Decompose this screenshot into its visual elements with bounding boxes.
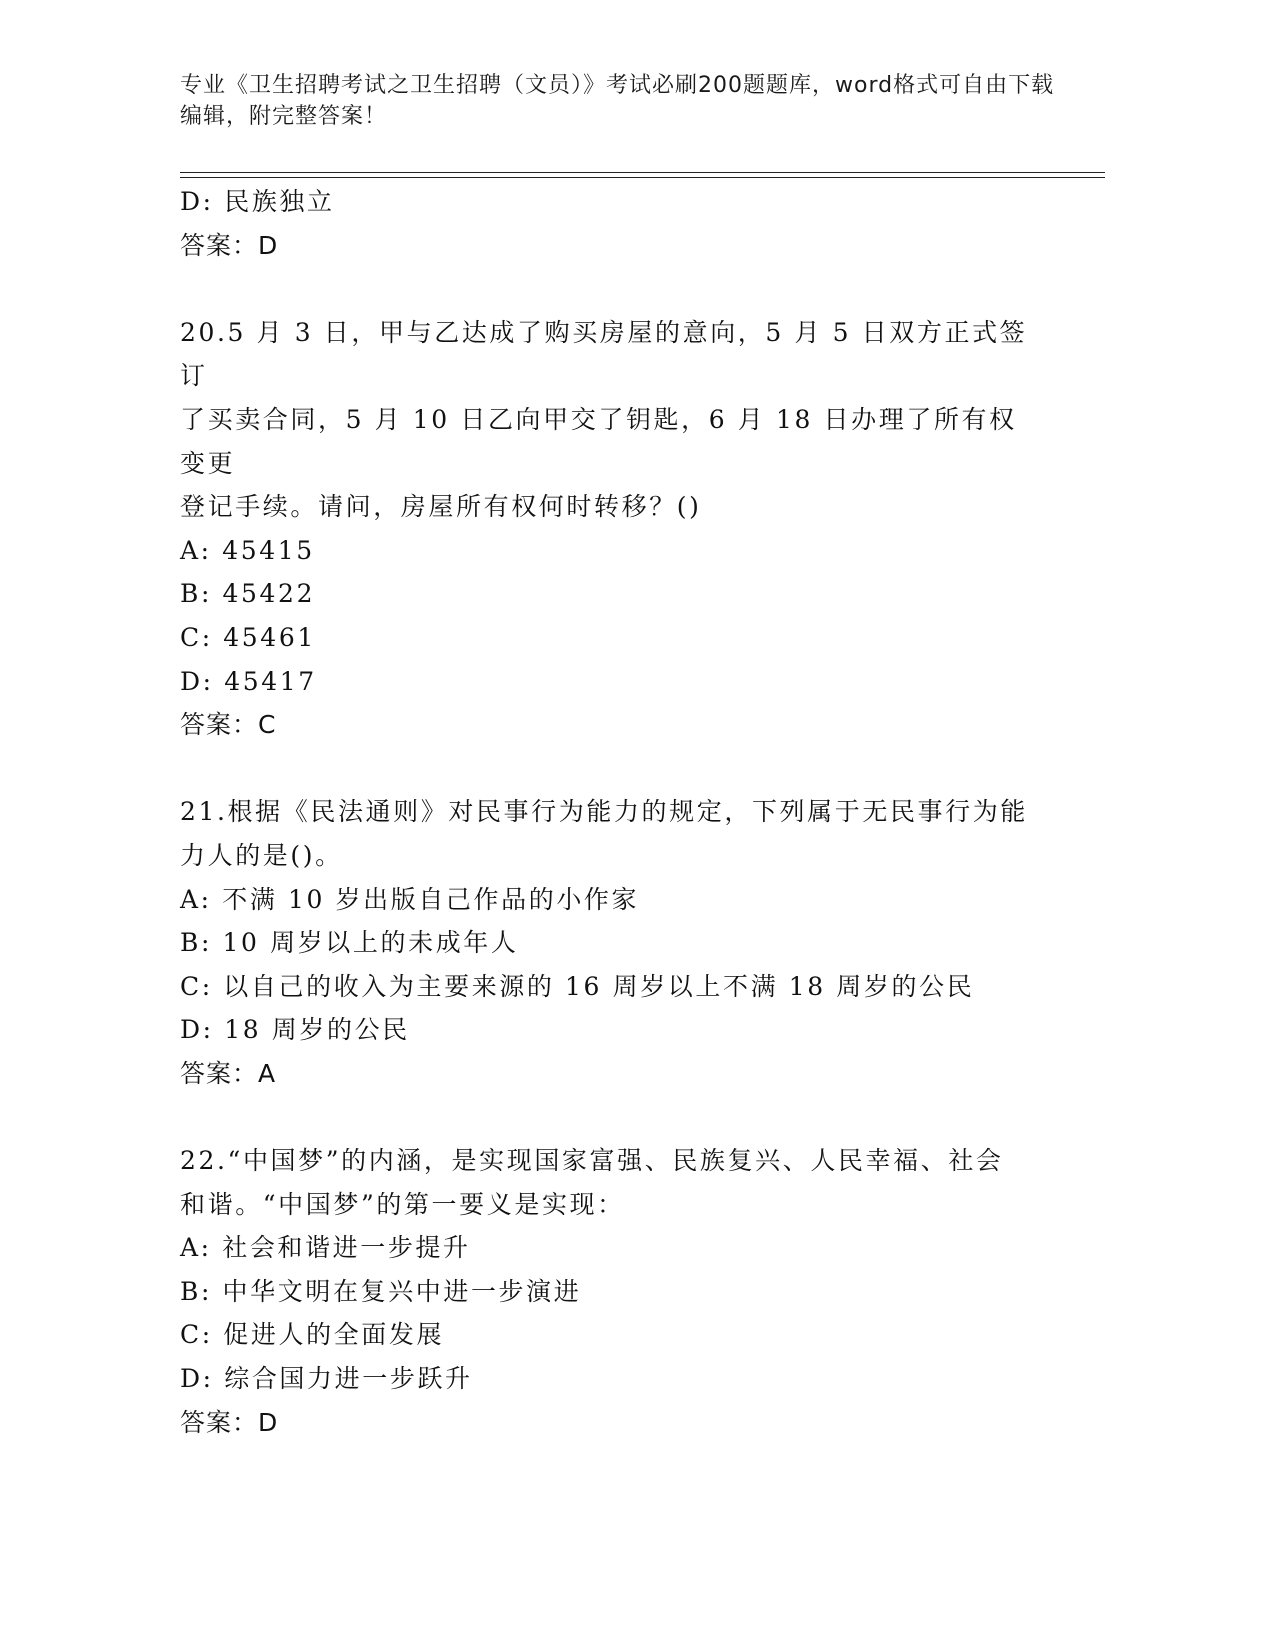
q20-stem-line-3: 登记手续。请问，房屋所有权何时转移？() xyxy=(180,492,702,522)
q21-stem-line-2: 力人的是()。 xyxy=(180,840,343,870)
prev-option-d: D: 民族独立 xyxy=(180,187,335,216)
q22-option-d: D: 综合国力进一步跃升 xyxy=(180,1364,473,1394)
header-rule-top xyxy=(180,172,1105,173)
q20-option-b: B: 45422 xyxy=(180,579,316,609)
question-21 xyxy=(180,790,1040,1095)
q22-option-c: C: 促进人的全面发展 xyxy=(180,1320,445,1350)
spacer xyxy=(180,747,1040,791)
q22-stem-line-1: 22.“中国梦”的内涵，是实现国家富强、民族复兴、人民幸福、社会 xyxy=(180,1146,1004,1176)
q21-answer: 答案：A xyxy=(180,1058,277,1088)
q22-answer: 答案：D xyxy=(180,1407,279,1437)
document-header: 专业《卫生招聘考试之卫生招聘（文员）》考试必刷200题题库，word格式可自由下载编辑，附完整答案！ xyxy=(180,73,1055,129)
q20-option-d: D: 45417 xyxy=(180,666,317,696)
document-body xyxy=(180,180,1040,1444)
q20-answer: 答案：C xyxy=(180,710,277,740)
q22-option-b: B: 中华文明在复兴中进一步演进 xyxy=(180,1276,582,1306)
q20-option-c: C: 45461 xyxy=(180,622,316,652)
q21-option-b: B: 10 周岁以上的未成年人 xyxy=(180,928,519,958)
q20-stem-line-2: 了买卖合同，5 月 10 日乙向甲交了钥匙，6 月 18 日办理了所有权变更 xyxy=(180,404,1017,478)
question-22 xyxy=(180,1139,1040,1444)
q21-option-d: D: 18 周岁的公民 xyxy=(180,1015,410,1045)
question-20 xyxy=(180,311,1040,747)
q21-option-c: C: 以自己的收入为主要来源的 16 周岁以上不满 18 周岁的公民 xyxy=(180,971,975,1001)
header-rule-bottom xyxy=(180,177,1105,178)
q20-option-a: A: 45415 xyxy=(180,535,315,565)
spacer xyxy=(180,267,1040,311)
q22-stem-line-2: 和谐。“中国梦”的第一要义是实现： xyxy=(180,1189,625,1219)
q22-option-a: A: 社会和谐进一步提升 xyxy=(180,1233,471,1263)
q21-option-a: A: 不满 10 岁出版自己作品的小作家 xyxy=(180,884,640,914)
prev-answer: 答案：D xyxy=(180,230,279,260)
q20-stem-line-1: 20.5 月 3 日，甲与乙达成了购买房屋的意向，5 月 5 日双方正式签订 xyxy=(180,317,1028,391)
spacer xyxy=(180,1095,1040,1139)
q21-stem-line-1: 21.根据《民法通则》对民事行为能力的规定，下列属于无民事行为能 xyxy=(180,797,1028,827)
